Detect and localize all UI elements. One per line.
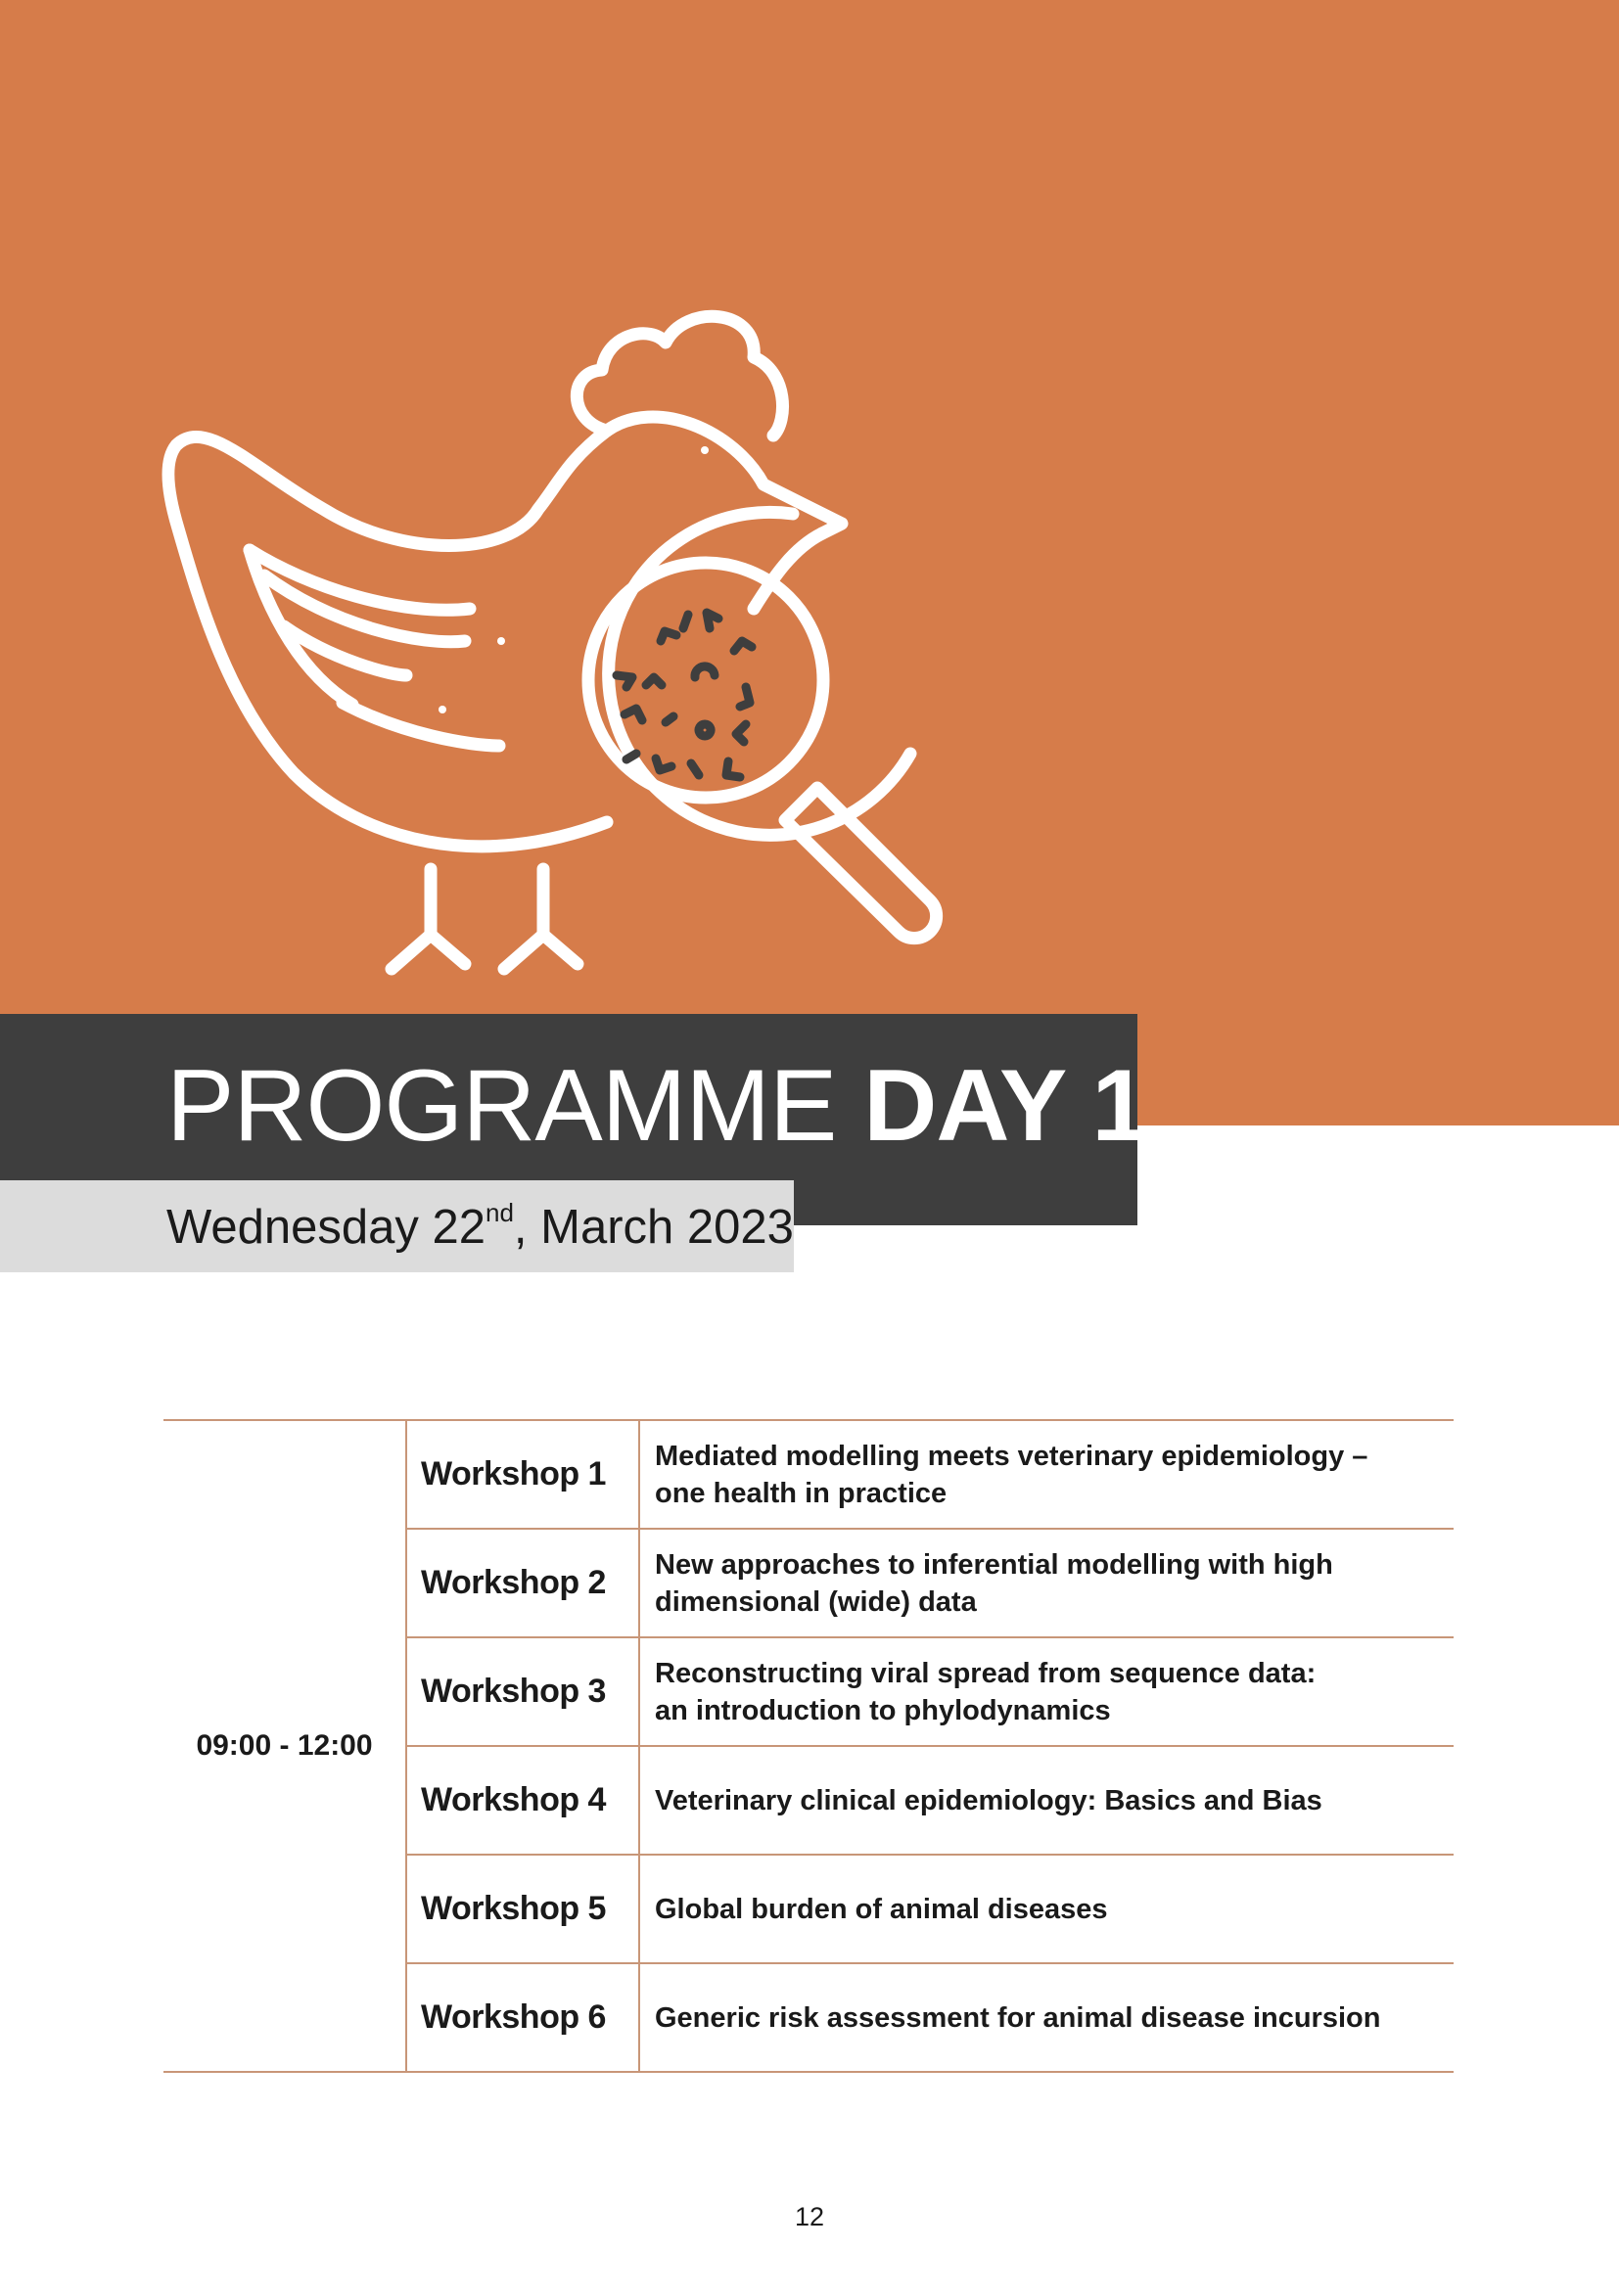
workshop-topic bbox=[639, 1637, 1454, 1746]
chicken-with-magnifier-icon bbox=[147, 264, 979, 979]
workshop-label: Workshop 1 bbox=[406, 1420, 639, 1529]
topic-line: dimensional (wide) data bbox=[655, 1585, 977, 1618]
topic-line: Mediated modelling meets veterinary epidemiology – bbox=[655, 1440, 1368, 1472]
programme-table bbox=[163, 1419, 1454, 2073]
topic-line: Reconstructing viral spread from sequence data: bbox=[655, 1657, 1317, 1689]
topic-line: Global burden of animal diseases bbox=[655, 1893, 1108, 1925]
session-time: 09:00 - 12:00 bbox=[163, 1420, 406, 2072]
date-label bbox=[166, 1196, 794, 1259]
workshop-topic bbox=[639, 1963, 1454, 2072]
workshop-topic bbox=[639, 1855, 1454, 1963]
workshop-topic bbox=[639, 1529, 1454, 1637]
workshop-label: Workshop 2 bbox=[406, 1529, 639, 1637]
title-bold: DAY 1 bbox=[863, 1049, 1148, 1163]
workshop-topic bbox=[639, 1746, 1454, 1855]
title-light: PROGRAMME bbox=[166, 1049, 837, 1163]
workshop-label: Workshop 3 bbox=[406, 1637, 639, 1746]
table-row bbox=[163, 1420, 1454, 1529]
workshop-label: Workshop 6 bbox=[406, 1963, 639, 2072]
workshop-topic bbox=[639, 1420, 1454, 1529]
date-ordinal: nd bbox=[486, 1198, 514, 1227]
page-number: 12 bbox=[794, 2202, 825, 2231]
hero-banner bbox=[0, 0, 1619, 1125]
date-prefix: Wednesday 22 bbox=[166, 1201, 486, 1254]
topic-line: one health in practice bbox=[655, 1477, 948, 1509]
date-suffix: , March 2023 bbox=[513, 1201, 794, 1254]
page-title bbox=[166, 1047, 1147, 1165]
topic-line: an introduction to phylodynamics bbox=[655, 1694, 1111, 1726]
topic-line: New approaches to inferential modelling with high bbox=[655, 1548, 1333, 1581]
topic-line: Generic risk assessment for animal disease incursion bbox=[655, 2001, 1381, 2034]
topic-line: Veterinary clinical epidemiology: Basics and Bias bbox=[655, 1784, 1322, 1816]
workshop-label: Workshop 5 bbox=[406, 1855, 639, 1963]
workshop-label: Workshop 4 bbox=[406, 1746, 639, 1855]
